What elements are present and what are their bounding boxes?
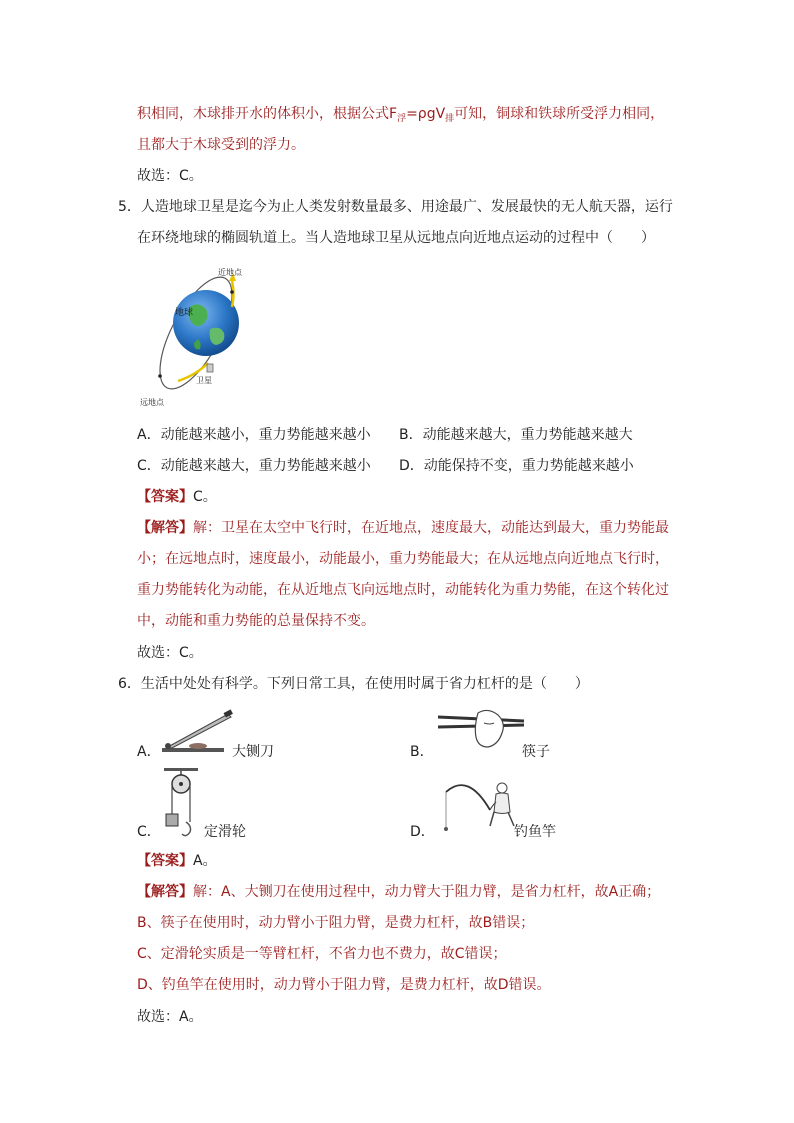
q5-option-b: B．动能越来越大，重力势能越来越大 bbox=[399, 427, 633, 443]
q6-stem: 6．生活中处处有科学。下列日常工具，在使用时属于省力杠杆的是（ ） bbox=[118, 676, 589, 692]
earth-label: 地球 bbox=[175, 308, 194, 318]
q6-option-d-label: 钓鱼竿 bbox=[514, 824, 556, 840]
q6-analysis-line-4: D、钓鱼竿在使用时，动力臂小于阻力臂，是费力杠杆，故D错误。 bbox=[137, 977, 551, 993]
q5-option-a: A．动能越来越小，重力势能越来越小 bbox=[137, 427, 371, 443]
apogee-label: 远地点 bbox=[140, 398, 164, 407]
q5-number: 5． bbox=[118, 199, 141, 215]
guillotine-cutter-icon bbox=[158, 708, 234, 758]
q6-answer: 【答案】A。 bbox=[137, 853, 217, 869]
perigee-label: 近地点 bbox=[218, 268, 242, 277]
q5-analysis-line-4: 中，动能和重力势能的总量保持不变。 bbox=[137, 613, 375, 629]
fixed-pulley-icon bbox=[160, 768, 202, 840]
q4-explanation-line-1: 积相同，木球排开水的体积小，根据公式$F_浮=\rho gV_排$可知，铜球和铁球所受浮力相同， bbox=[137, 106, 665, 124]
fishing-rod-icon bbox=[428, 772, 520, 834]
q6-number: 6． bbox=[118, 676, 141, 692]
q6-option-c-letter: C． bbox=[137, 824, 161, 840]
q5-option-d: D．动能保持不变，重力势能越来越小 bbox=[399, 458, 634, 474]
chopsticks-icon bbox=[434, 703, 528, 753]
q6-option-b-label: 筷子 bbox=[522, 744, 550, 760]
earth-globe bbox=[173, 290, 239, 356]
satellite-orbit-figure bbox=[138, 263, 258, 408]
q5-option-c: C．动能越来越大，重力势能越来越小 bbox=[137, 458, 371, 474]
satellite-icon bbox=[207, 364, 213, 372]
q6-analysis-line-2: B、筷子在使用时，动力臂小于阻力臂，是费力杠杆，故B错误； bbox=[137, 915, 535, 931]
q6-option-b-letter: B． bbox=[410, 744, 434, 760]
satellite-label: 卫星 bbox=[196, 376, 212, 385]
q6-option-a-label: 大铡刀 bbox=[232, 744, 274, 760]
q5-analysis-line-2: 小；在远地点时，速度最小，动能最小，重力势能最大；在从远地点向近地点飞行时， bbox=[137, 551, 669, 567]
q5-stem-line-1: 5．人造地球卫星是迄今为止人类发射数量最多、用途最广、发展最快的无人航天器，运行 bbox=[118, 199, 673, 215]
q5-analysis-line-1: 【解答】解：卫星在太空中飞行时，在近地点，速度最大，动能达到最大，重力势能最 bbox=[137, 520, 669, 536]
q6-choice: 故选：A。 bbox=[137, 1009, 203, 1025]
q4-choice: 故选：C。 bbox=[137, 168, 203, 184]
q6-option-c-label: 定滑轮 bbox=[204, 824, 246, 840]
q6-option-a-letter: A． bbox=[137, 744, 161, 760]
q5-choice: 故选：C。 bbox=[137, 645, 203, 661]
q5-analysis-line-3: 重力势能转化为动能，在从近地点飞向远地点时，动能转化为重力势能，在这个转化过 bbox=[137, 582, 669, 598]
q4-explanation-line-2: 且都大于木球受到的浮力。 bbox=[137, 137, 305, 153]
q6-option-d-letter: D． bbox=[410, 824, 435, 840]
q6-analysis-line-3: C、定滑轮实质是一等臂杠杆，不省力也不费力，故C错误； bbox=[137, 946, 507, 962]
q5-answer: 【答案】C。 bbox=[137, 489, 217, 505]
q6-analysis-line-1: 【解答】解：A、大铡刀在使用过程中，动力臂大于阻力臂，是省力杠杆，故A正确； bbox=[137, 884, 661, 900]
q5-stem-line-2: 在环绕地球的椭圆轨道上。当人造地球卫星从远地点向近地点运动的过程中（ ） bbox=[137, 230, 655, 246]
